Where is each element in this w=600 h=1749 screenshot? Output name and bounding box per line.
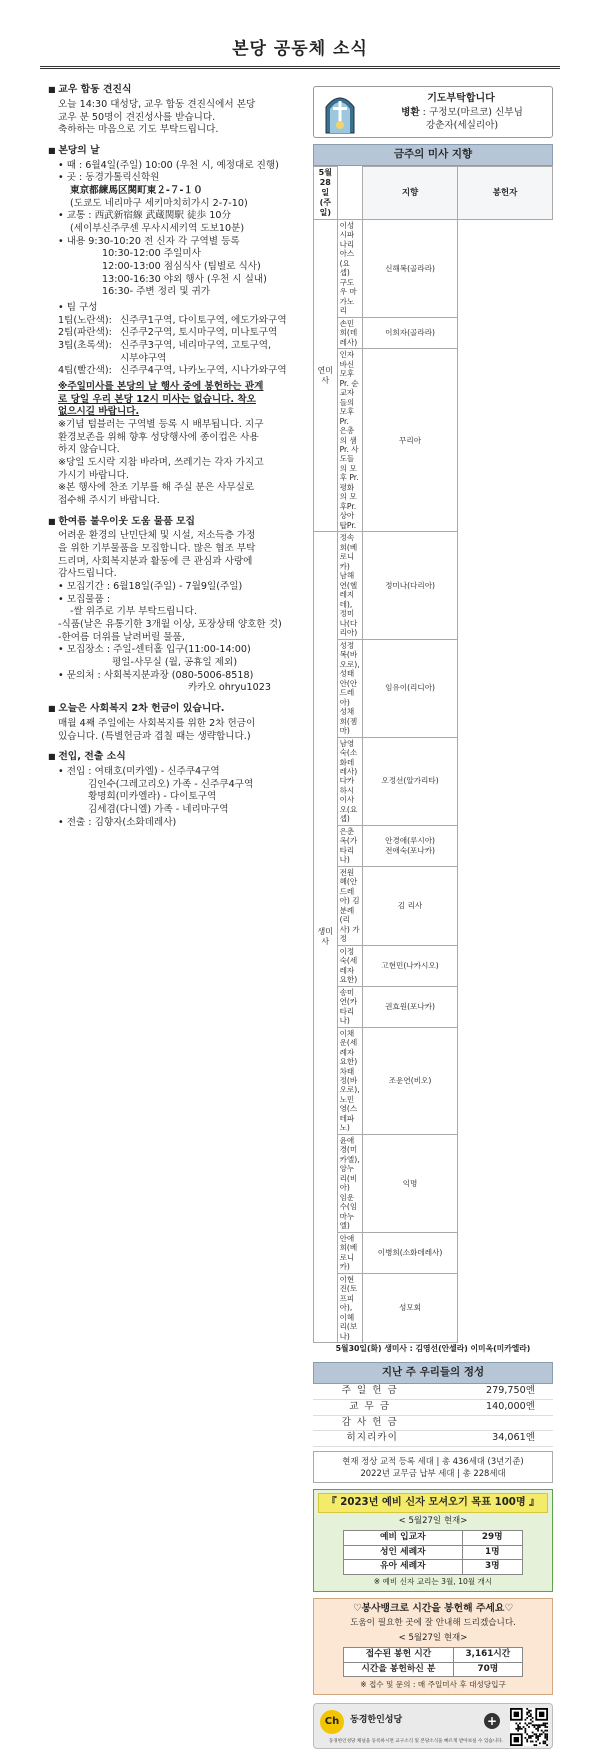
text-line: -쌀 위주로 기부 부탁드립니다. [70,606,197,618]
team-areas: 신주쿠1구역, 다이토구역, 에도가와구역 [120,314,287,326]
intention-cell: 인자바신 모후 Pr. 순교자들의 모후 Pr. 은총의 샘 Pr. 사도들의 모후 Pr. 평화의 모후Pr. 상아탑Pr. [337,349,362,532]
page-title: 본당 공동체 소식 [232,39,368,59]
schedule-line: 10:30-12:00 주일미사 [102,248,201,260]
volunteer-note: ※ 접수 및 문의 : 매 주일미사 후 대성당입구 [360,1680,506,1690]
team-row [48,327,304,340]
text-line: • 팀 구성 [58,302,98,314]
text-line: • 모집물품 : [58,593,111,605]
section-heading: ■ 오늘은 사회복지 2차 헌금이 있습니다. [48,703,304,716]
confirmation-section [48,84,304,137]
registration-line: 2022년 교무금 납부 세대 | 총 228세대 [360,1468,506,1479]
offering-amount [431,1415,553,1431]
add-channel-button[interactable]: + [484,1713,500,1729]
goal-title: 『 2023년 예비 신자 모셔오기 목표 100명 』 [318,1493,548,1512]
text-line: 오늘 14:30 대성당, 교우 합동 견진식에서 본당 [58,98,256,110]
right-column [313,86,553,1749]
left-column [48,84,304,837]
address-korean: (도쿄도 네리마구 세키마치히가시 2-7-10) [70,197,248,209]
offering-amount: 34,061엔 [431,1431,553,1447]
volunteer-date: < 5월27일 현재> [398,1633,468,1643]
text-line: • 모집장소 : 주일-센터홀 입구(11:00-14:00) [58,644,251,656]
section-heading: ■ 본당의 날 [48,145,304,158]
offerer-cell: 오정선(알가리타) [363,737,458,825]
note-line: 가시기 바랍니다. [58,469,129,481]
intention-cell: 남영숙(소화데레사) 다카하시 이사오(요셉) [337,737,362,825]
note-line: ※본 행사에 찬조 기부를 해 주실 분은 사무실로 [58,482,255,494]
team-row [48,365,304,378]
column-header: 봉헌자 [458,166,553,219]
intention-cell: 이채운(세례자요한) 차태정(바오로), 노민영(스테파노) [337,1027,362,1134]
intention-cell: 손민희(데레사) [337,317,362,348]
goal-label: 유아 세례자 [344,1560,463,1575]
text-line: • 전입 : 여태호(미카엘) - 신주쿠4구역 [58,766,220,778]
warning-line: 없으시길 바랍니다. [58,406,140,418]
table-row [314,1134,553,1232]
text-line: • 전출 : 김향자(소화데레사) [58,816,177,828]
team-name: 1팀(노란색): [58,314,112,326]
prayer-request-box [313,86,553,138]
title-divider [40,66,560,69]
table-row [314,639,553,737]
offerer-cell: 정미나(다리아) [363,532,458,639]
qr-code-icon[interactable] [510,1708,548,1746]
channel-note: 동경한인성당 채널을 등록하시면 교구소식 및 본당소식을 빠르게 받아보실 수 있습니다. [328,1739,504,1745]
goal-table [343,1530,523,1575]
team-name: 3팀(초록색): [58,340,112,351]
church-window-icon [322,91,358,133]
table-row [314,349,553,532]
team-row [48,315,304,328]
offerer-cell: 이병희(소화데레사) [363,1232,458,1273]
intention-cell: 전원혜(안드레아) 김분례(리사) 가정 [337,866,362,945]
team-areas: 신주쿠4구역, 나카노구역, 시나가와구역 [120,365,287,377]
text-line: • 내용 9:30-10:20 전 신자 각 구역별 등록 [58,235,240,247]
table-row [314,219,553,317]
schedule-line: 13:00-16:30 야외 행사 (우천 시 실내) [102,273,267,285]
column-header: 지향 [363,166,458,219]
table-row [314,986,553,1027]
intention-cell: 정속희(베로니카) 남해연(헬레지데), 정미나(다리아) [337,532,362,639]
team-row [48,353,304,366]
intention-cell: 이현진(토프피아), 이혜리(보나) [337,1273,362,1342]
text-line: • 문의처 : 사회복지분과장 (080-5006-8518) [58,669,254,681]
table-row [344,1545,523,1560]
mass-kind: 연미사 [314,219,338,532]
offerer-cell: 고현민(나카시오) [363,945,458,986]
goal-value: 29명 [462,1530,522,1545]
offerer-cell: 신해복(골라라) [363,219,458,317]
offering-table [313,1384,553,1447]
catechumen-goal-box [313,1489,553,1592]
prayer-name: : 구정모(마르코) 신부님 [419,107,523,118]
table-row [313,1415,553,1431]
table-row [314,1027,553,1134]
text-line: 드리며, 사회복지분과 활동에 큰 관심과 사랑에 [58,555,253,567]
parish-day-section [48,145,304,508]
table-header-row [314,166,553,219]
offerer-cell: 안경애(루시아) 전애숙(포나카) [363,825,458,866]
table-row [344,1648,523,1663]
team-areas: 신주쿠2구역, 토시마구역, 미나토구역 [120,327,278,339]
intention-cell: 이정숙(세레자요한) [337,945,362,986]
table-row [344,1560,523,1575]
text-line: • 모집기간 : 6월18일(주일) - 7월9일(주일) [58,581,243,593]
offering-label: 주일헌금 [313,1384,431,1399]
offerer-cell: 성모회 [363,1273,458,1342]
offering-label: 교무금 [313,1399,431,1415]
section-heading: ■ 전입, 전출 소식 [48,751,304,764]
volunteer-label: 접수된 봉헌 시간 [344,1648,454,1663]
text-line: • 곳 : 동경가톨릭신학원 [58,172,160,184]
offerer-cell: 임유이(리디아) [363,639,458,737]
note-line: ※당일 도시락 지참 바라며, 쓰레기는 각자 가지고 [58,456,264,468]
prayer-line: 강춘자(세실리아) [425,120,499,131]
text-line: 김세겸(다니엘) 가족 - 네리마구역 [88,804,229,816]
table-row [314,317,553,348]
table-row [314,532,553,639]
text-line: 감사드립니다. [58,568,117,580]
offering-section [313,1362,553,1483]
note-line: ※기념 텀블러는 구역별 등록 시 배부됩니다. 지구 [58,418,264,430]
offerer-cell: 조운연(비오) [363,1027,458,1134]
volunteer-subtitle: 도움이 필요한 곳에 잘 안내해 드리겠습니다. [350,1617,516,1628]
kakao-id: 카카오 ohryu1023 [188,682,271,694]
text-line: (세이부신주쿠센 무사시세키역 도보10분) [70,223,245,235]
table-row [313,1431,553,1447]
text-line: 매월 4째 주일에는 사회복지를 위한 2차 헌금이 [58,717,256,729]
offerer-cell: 꾸리아 [363,349,458,532]
text-line: 축하하는 마음으로 기도 부탁드립니다. [58,124,219,136]
intention-cell: 은춘옥(가타리나) [337,825,362,866]
table-row [314,945,553,986]
table-row [344,1662,523,1677]
channel-name: 동경한인성당 [350,1715,403,1726]
warning-line: 로 당일 우리 본당 12시 미사는 없습니다. 착오 [58,393,256,405]
offering-amount: 279,750엔 [431,1384,553,1399]
mass-kind: 생미사 [314,532,338,1343]
team-name: 2팀(파란색): [58,327,112,339]
table-row [314,866,553,945]
offerer-cell: 익명 [363,1134,458,1232]
table-row [314,1273,553,1342]
goal-value: 3명 [462,1560,522,1575]
volunteer-value: 3,161시간 [453,1648,522,1663]
goal-note: ※ 예비 신자 교리는 3월, 10월 개시 [373,1576,493,1586]
team-name [58,353,120,366]
registration-box [313,1451,553,1483]
mass-intention-table [313,166,553,1343]
mass-title: 금주의 미사 지향 [313,144,553,166]
text-line: 있습니다. (특별헌금과 겹칠 때는 생략합니다.) [58,730,251,742]
text-line: 평일-사무실 (월, 공휴일 제외) [112,657,238,669]
intention-cell: 송미연(카타리나) [337,986,362,1027]
volunteer-label: 시간을 봉헌하신 분 [344,1662,454,1677]
text-line: 을 위한 기부물품을 모집합니다. 많은 협조 부탁 [58,543,256,555]
table-row [314,1232,553,1273]
schedule-line: 12:00-13:00 점심식사 (팀별로 식사) [102,261,261,273]
illness-label: 병환 [401,107,420,118]
volunteer-title: ♡봉사뱅크로 시간을 봉헌해 주세요♡ [352,1602,514,1614]
channel-logo: Ch [320,1710,344,1734]
mass-footnote: 5월30일(화) 생미사 : 김영선(안셀라) 이미옥(미카엘라) [335,1344,531,1354]
donation-drive-section [48,516,304,695]
second-collection-section [48,703,304,743]
schedule-line: 16:30- 주변 정리 및 귀가 [102,286,211,298]
offerer-cell: 권효원(포나카) [363,986,458,1027]
table-row [314,825,553,866]
prayer-title: 기도부탁합니다 [427,93,495,104]
team-name: 4팀(빨간색): [58,365,112,377]
warning-line: ※주일미사를 본당의 날 행사 중에 봉헌하는 관계 [58,380,264,392]
mass-intention-section [313,144,553,1355]
offering-amount: 140,000엔 [431,1399,553,1415]
table-row [313,1399,553,1415]
team-areas: 시부야구역 [120,352,167,364]
intention-cell: 이성시파 나리아스(요셉) 구도우 마가노리 [337,219,362,317]
text-line: 김인수(그레고리오) 가족 - 신주쿠4구역 [88,778,254,790]
text-line: 황명희(미카엘라) - 다이토구역 [88,791,217,803]
volunteer-value: 70명 [453,1662,522,1677]
table-row [313,1384,553,1399]
note-line: 환경보존을 위해 향후 성당행사에 종이컵은 사용 [58,431,259,443]
intention-cell: 윤애경(미카엘), 앙누리(비아) 임운수(임마누엘) [337,1134,362,1232]
text-line: -식품(날은 유통기한 3개월 이상, 포장상태 양호한 것) [58,619,282,631]
note-line: 하지 않습니다. [58,444,120,456]
offerer-cell: 이희자(골라라) [363,317,458,348]
text-line: 교우 분 50명이 견진성사를 받습니다. [58,111,216,123]
section-heading: ■ 한여름 불우이웃 도움 물품 모집 [48,516,304,529]
goal-value: 1명 [462,1545,522,1560]
team-row [48,340,304,353]
intention-cell: 안애희(베로니카) [337,1232,362,1273]
text-line: • 교통 : 西武新宿線 武蔵関駅 徒歩 10分 [58,210,232,222]
table-row [314,737,553,825]
prayer-line [374,107,550,120]
note-line: 접수해 주시기 바랍니다. [58,494,160,506]
table-row [344,1530,523,1545]
kakao-channel-banner[interactable] [313,1703,553,1749]
text-line: • 때 : 6월4일(주일) 10:00 (우천 시, 예정대로 진행) [58,159,279,171]
address-japanese: 東京都練馬区関町東２-７-１０ [70,185,203,197]
goal-date: < 5월27일 현재> [398,1515,468,1526]
offering-title: 지난 주 우리들의 정성 [313,1362,553,1384]
offering-label: 감사헌금 [313,1415,431,1431]
offerer-cell: 김 리사 [363,866,458,945]
goal-label: 성인 세례자 [344,1545,463,1560]
team-areas: 신주쿠3구역, 네리마구역, 고토구역, [120,340,272,351]
registration-line: 현재 정상 교적 등록 세대 | 총 436세대 (3년기준) [342,1455,524,1466]
transfer-section [48,751,304,829]
mass-date: 5월28일(주일) [314,166,338,219]
section-heading: ■ 교우 합동 견진식 [48,84,304,97]
text-line: 어려운 환경의 난민단체 및 시설, 저소득층 가정 [58,530,256,542]
volunteer-bank-box [313,1598,553,1696]
intention-cell: 성정복(바오로), 성태안(안드레아) 성채희(젬마) [337,639,362,737]
volunteer-table [343,1647,523,1677]
goal-label: 예비 입교자 [344,1530,463,1545]
text-line: -한여름 더위를 날려버릴 물품, [58,631,185,643]
offering-label: 히지리카이 [313,1431,431,1447]
